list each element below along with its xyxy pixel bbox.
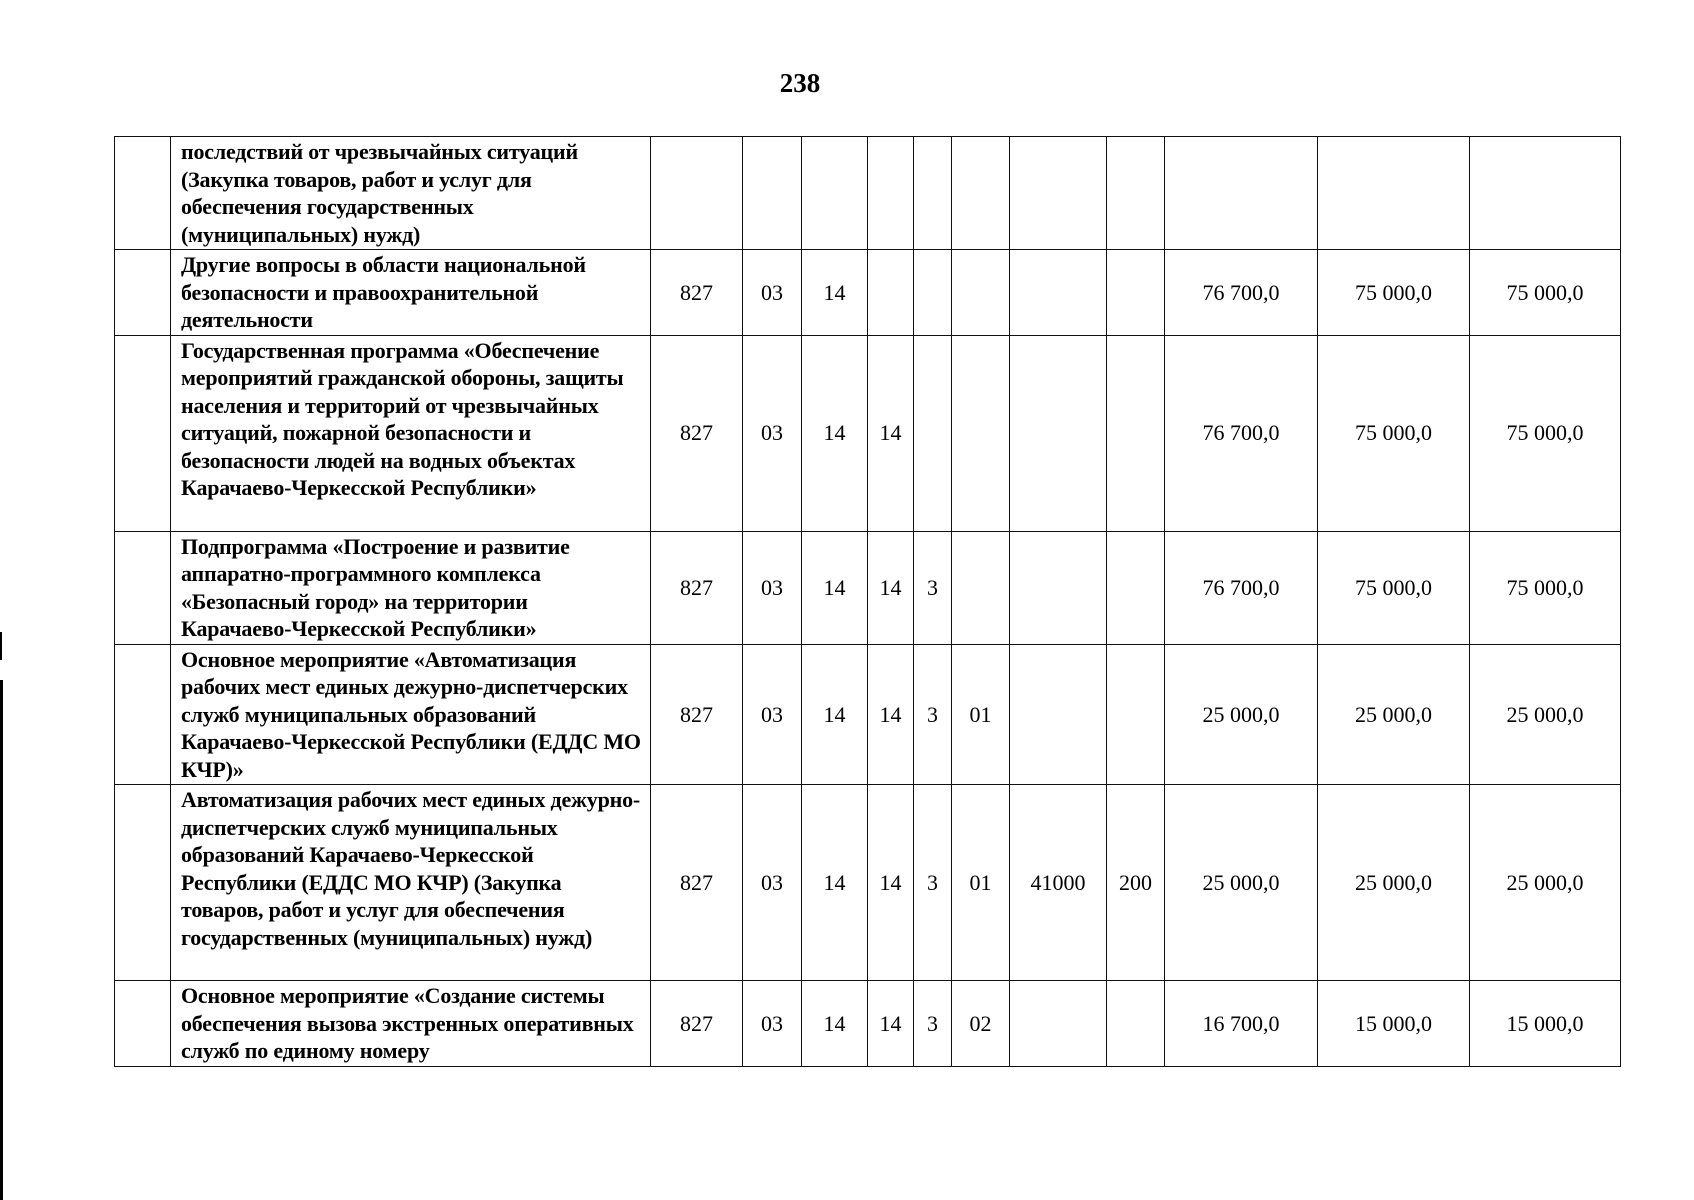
row-number-cell: [115, 335, 171, 531]
row-name-cell: последствий от чрезвычайных ситуаций (Закупка товаров, работ и услуг для обеспечения государственных (муниципальных) нужд): [171, 137, 651, 250]
rz-cell: 03: [743, 335, 802, 531]
rz-cell: 03: [743, 250, 802, 336]
gr-cell: 827: [651, 531, 743, 644]
csr-subprogram-cell: 3: [914, 531, 952, 644]
row-name-cell: Автоматизация рабочих мест единых дежурно-диспетчерских служб муниципальных образований Карачаево-Черкесской Республики (ЕДДС МО КЧР) (Закупка товаров, работ и услуг для обеспечения государственных (муниципальных) нужд): [171, 785, 651, 981]
vr-cell: [1107, 644, 1165, 785]
table-row: [115, 137, 1621, 250]
gr-cell: [651, 137, 743, 250]
pr-cell: 14: [802, 250, 868, 336]
sum-year-1-cell: 76 700,0: [1165, 335, 1318, 531]
row-name-cell: Основное мероприятие «Создание системы обеспечения вызова экстренных оперативных служб по единому номеру: [171, 981, 651, 1067]
table-row: [115, 981, 1621, 1067]
csr-direction-cell: [1010, 250, 1107, 336]
csr-event-cell: [952, 335, 1010, 531]
csr-direction-cell: [1010, 335, 1107, 531]
row-number-cell: [115, 250, 171, 336]
rz-cell: 03: [743, 785, 802, 981]
scan-edge-mark: [0, 632, 2, 660]
sum-year-3-cell: 75 000,0: [1470, 335, 1621, 531]
row-name-cell: Основное мероприятие «Автоматизация рабочих мест единых дежурно-диспетчерских служб муниципальных образований Карачаево-Черкесской Республики (ЕДДС МО КЧР)»: [171, 644, 651, 785]
gr-cell: 827: [651, 250, 743, 336]
budget-table: [114, 136, 1621, 1067]
csr-program-cell: [868, 250, 914, 336]
csr-subprogram-cell: [914, 335, 952, 531]
csr-event-cell: 01: [952, 644, 1010, 785]
sum-year-2-cell: 75 000,0: [1318, 531, 1470, 644]
gr-cell: 827: [651, 644, 743, 785]
vr-cell: [1107, 981, 1165, 1067]
gr-cell: 827: [651, 981, 743, 1067]
sum-year-3-cell: [1470, 137, 1621, 250]
pr-cell: 14: [802, 335, 868, 531]
csr-subprogram-cell: [914, 250, 952, 336]
csr-direction-cell: [1010, 644, 1107, 785]
table-row: [115, 531, 1621, 644]
table-row: [115, 250, 1621, 336]
sum-year-1-cell: 25 000,0: [1165, 785, 1318, 981]
rz-cell: [743, 137, 802, 250]
table-body: [115, 137, 1621, 1067]
sum-year-1-cell: 76 700,0: [1165, 531, 1318, 644]
csr-program-cell: 14: [868, 981, 914, 1067]
csr-program-cell: [868, 137, 914, 250]
sum-year-2-cell: 25 000,0: [1318, 644, 1470, 785]
csr-subprogram-cell: [914, 137, 952, 250]
csr-direction-cell: 41000: [1010, 785, 1107, 981]
csr-direction-cell: [1010, 531, 1107, 644]
pr-cell: [802, 137, 868, 250]
sum-year-1-cell: [1165, 137, 1318, 250]
table-row: [115, 785, 1621, 981]
sum-year-1-cell: 76 700,0: [1165, 250, 1318, 336]
row-number-cell: [115, 644, 171, 785]
sum-year-2-cell: 75 000,0: [1318, 250, 1470, 336]
vr-cell: 200: [1107, 785, 1165, 981]
csr-subprogram-cell: 3: [914, 644, 952, 785]
rz-cell: 03: [743, 644, 802, 785]
csr-program-cell: 14: [868, 644, 914, 785]
csr-event-cell: 01: [952, 785, 1010, 981]
row-number-cell: [115, 785, 171, 981]
row-number-cell: [115, 531, 171, 644]
sum-year-3-cell: 75 000,0: [1470, 250, 1621, 336]
csr-direction-cell: [1010, 137, 1107, 250]
row-name-cell: Государственная программа «Обеспечение мероприятий гражданской обороны, защиты населения и территорий от чрезвычайных ситуаций, пожарной безопасности и безопасности людей на водных объектах Карачаево-Черкесской Республики»: [171, 335, 651, 531]
pr-cell: 14: [802, 785, 868, 981]
pr-cell: 14: [802, 981, 868, 1067]
sum-year-2-cell: 75 000,0: [1318, 335, 1470, 531]
vr-cell: [1107, 531, 1165, 644]
pr-cell: 14: [802, 531, 868, 644]
sum-year-3-cell: 25 000,0: [1470, 785, 1621, 981]
sum-year-3-cell: 25 000,0: [1470, 644, 1621, 785]
scan-edge-bar: [0, 680, 3, 1200]
rz-cell: 03: [743, 981, 802, 1067]
gr-cell: 827: [651, 335, 743, 531]
csr-event-cell: [952, 250, 1010, 336]
sum-year-2-cell: 25 000,0: [1318, 785, 1470, 981]
sum-year-3-cell: 15 000,0: [1470, 981, 1621, 1067]
csr-program-cell: 14: [868, 785, 914, 981]
rz-cell: 03: [743, 531, 802, 644]
vr-cell: [1107, 137, 1165, 250]
sum-year-1-cell: 25 000,0: [1165, 644, 1318, 785]
sum-year-2-cell: [1318, 137, 1470, 250]
sum-year-3-cell: 75 000,0: [1470, 531, 1621, 644]
table-row: [115, 644, 1621, 785]
vr-cell: [1107, 250, 1165, 336]
csr-event-cell: [952, 137, 1010, 250]
sum-year-1-cell: 16 700,0: [1165, 981, 1318, 1067]
row-name-cell: Подпрограмма «Построение и развитие аппаратно-программного комплекса «Безопасный город» на территории Карачаево-Черкесской Республики»: [171, 531, 651, 644]
csr-direction-cell: [1010, 981, 1107, 1067]
table-row: [115, 335, 1621, 531]
csr-subprogram-cell: 3: [914, 981, 952, 1067]
vr-cell: [1107, 335, 1165, 531]
pr-cell: 14: [802, 644, 868, 785]
sum-year-2-cell: 15 000,0: [1318, 981, 1470, 1067]
page-number: 238: [779, 68, 821, 98]
csr-event-cell: [952, 531, 1010, 644]
csr-event-cell: 02: [952, 981, 1010, 1067]
row-number-cell: [115, 137, 171, 250]
row-name-cell: Другие вопросы в области национальной безопасности и правоохранительной деятельности: [171, 250, 651, 336]
gr-cell: 827: [651, 785, 743, 981]
csr-subprogram-cell: 3: [914, 785, 952, 981]
row-number-cell: [115, 981, 171, 1067]
csr-program-cell: 14: [868, 335, 914, 531]
csr-program-cell: 14: [868, 531, 914, 644]
